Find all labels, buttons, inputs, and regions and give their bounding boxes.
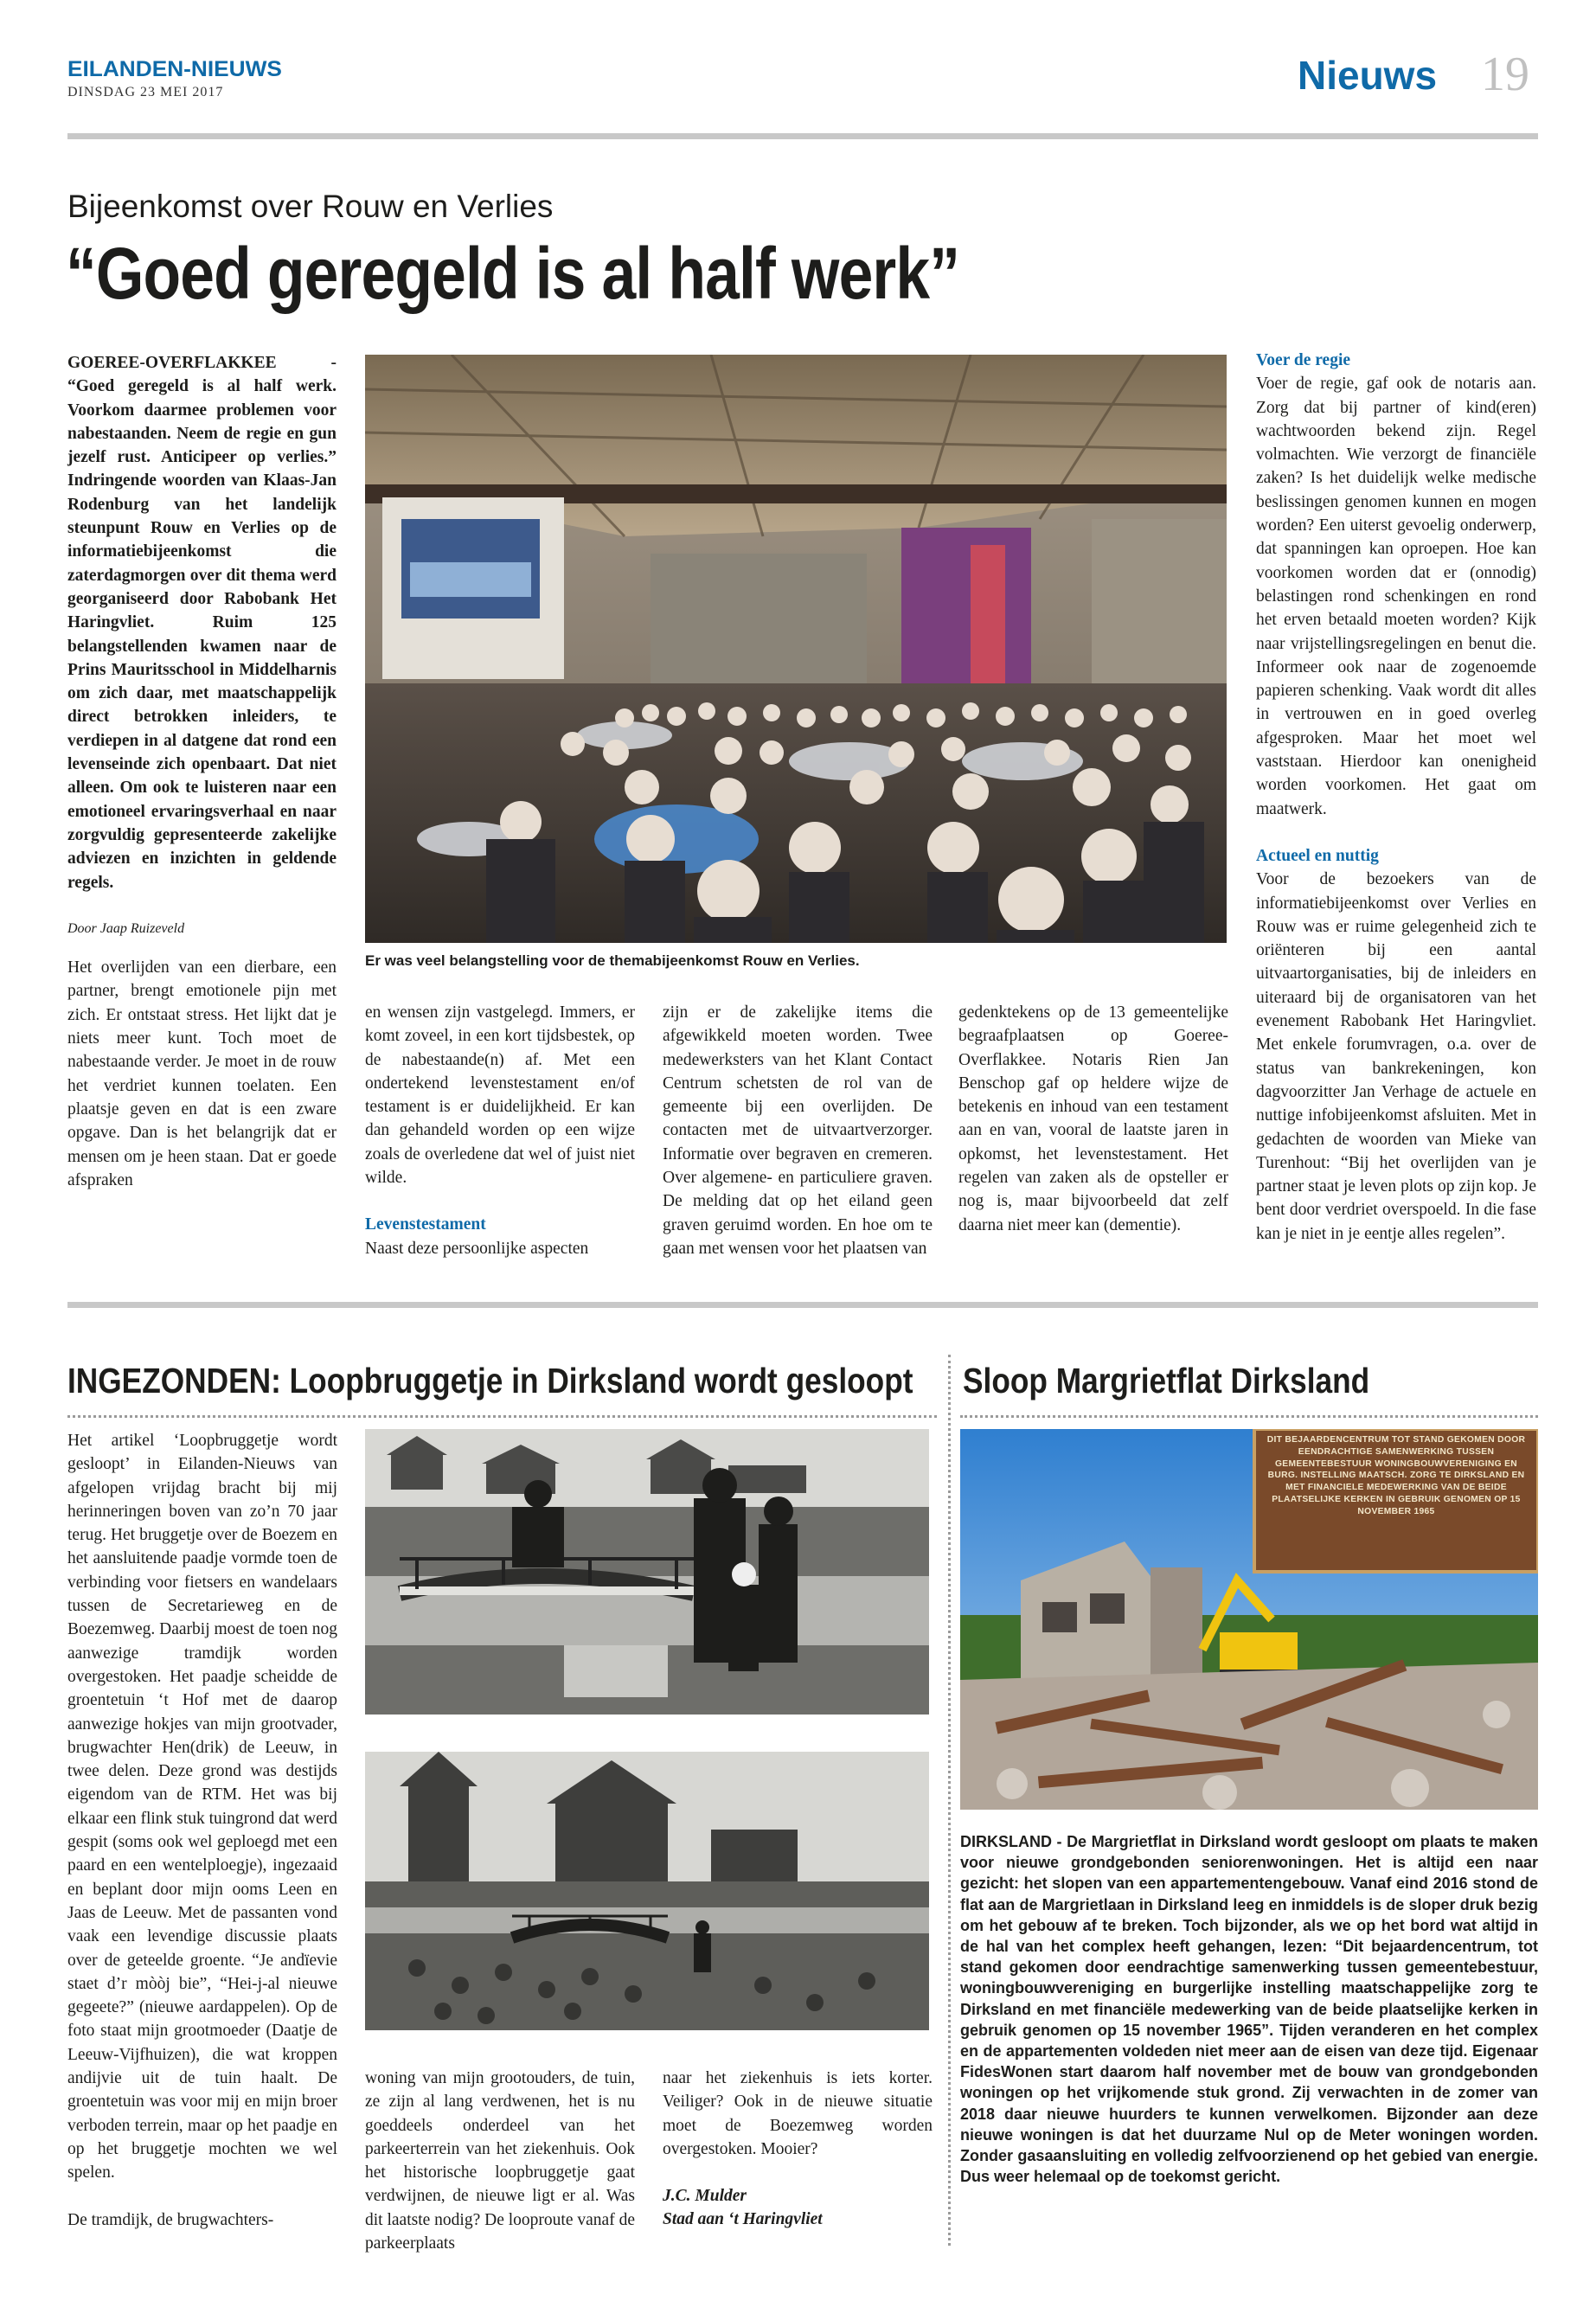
article-body-col2-text: en wensen zijn vastgelegd. Immers, er komt zoveel, in een kort tijdsbestek, op de nabestaande(n) af. Met een ondertekend levenstestament en/of testament is er duidelijkheid. Er kan dan gehandeld worden op een wijze zoals de overledene dat wel of juist niet wilde.	[365, 1003, 635, 1188]
historic-photo-bridge-illustration	[365, 1429, 929, 1715]
article-body-col3: zijn er de zakelijke items die afgewikkeld moeten worden. Twee medewerksters van het Klant Contact Centrum schetsten de rol van de gemeente bij een overlijden. De contacten met de uitvaartverzorger. Informatie over begraven en cremeren. Over algemene- en particuliere graven. De melding dat op het eiland geen graven geruimd worden. En hoe om te gaan met wensen voor het plaatsen van	[663, 1003, 933, 1258]
historic-photo-garden-illustration	[365, 1752, 929, 2030]
ingezonden-col3-text: naar het ziekenhuis is iets korter. Veiliger? Ook in de nieuwe situatie moet de Boezemweg worden overgestoken. Mooier?	[663, 2069, 933, 2158]
ingezonden-underline	[67, 1415, 937, 1418]
historic-photo-bridge	[365, 1429, 929, 1715]
section-title: Nieuws	[1298, 53, 1438, 98]
article-body-col5	[1256, 349, 1536, 1246]
historic-photo-garden	[365, 1752, 929, 2030]
ingezonden-col1-text2: De tramdijk, de brugwachters-	[67, 2210, 274, 2229]
article-byline: Door Jaap Ruizeveld	[67, 920, 185, 936]
ingezonden-col1	[67, 1429, 337, 2232]
demolition-photo-illustration	[960, 1429, 1538, 1810]
ingezonden-col2: woning van mijn grootouders, de tuin, ze zijn al lang verdwenen, het is nu goeddeels onderdeel van het parkeerterrein van het ziekenhuis. Ook het historische loopbruggetje gaat verdwijnen, de nieuwe ligt er al. Was dit laatste nodig? De looproute vanaf de parkeerplaats	[365, 2069, 635, 2253]
subheading-levenstestament: Levenstestament	[365, 1215, 486, 1234]
sloop-body: DIRKSLAND - De Margrietflat in Dirksland wordt gesloopt om plaats te maken voor nieuwe grondgebonden seniorenwoningen. Het is altijd een naar gezicht: het slopen van een appartementengebouw. Vanaf eind 2016 stond de flat aan de Margrietlaan in Dirksland leeg en inmiddels is de sloper druk bezig om het gebouw af te breken. Toch bijzonder, als we op het bord wat altijd in de hal van het complex heeft gehangen, lezen: “Dit bejaardencentrum, tot stand gekomen door eendrachtige samenwerking tussen gemeentebestuur, woningbouwvereniging en burgerlijke instelling maatschappelijke zorg te Dirksland en met financiële medewerking van de beide plaatselijke kerken in gebruik genomen op 15 november 1965”. Tijden veranderen en het complex en de appartementen voldeden niet meer aan de eisen van deze tijd. Eigenaar FidesWonen start daarom half november met de bouw van grondgebonden woningen op het vrijkomende stuk grond. Zij verwachten in de zomer van 2018 daar nieuwe huurders te kunnen verwelkomen. Bijzonder aan deze nieuwe woningen is dat het duurzame Nul op de Meter woningen worden. Zonder gasaansluiting en volledig zelfvoorzienend op het gebied van energie. Dus weer helemaal op de toekomst gericht.	[960, 1833, 1538, 2186]
demolition-photo	[960, 1429, 1538, 1810]
mid-rule	[67, 1302, 1538, 1308]
article-headline: “Goed geregeld is al half werk”	[66, 233, 960, 314]
article-body-col2-text2: Naast deze persoonlijke aspecten	[365, 1239, 589, 1258]
brand-logo: EILANDEN-NIEUWS	[67, 57, 282, 81]
article-body-col5-text2: Voor de bezoekers van de informatiebijeenkomst over Verlies en Rouw was er ruime gelegenheid zich te oriënteren bij een aantal uitvaartorganisaties, bij de inleiders en uiteraard bij de organisatoren van het evenement Rabobank Het Haringvliet. Met enkele forumvragen, o.a. over de status van bankrekeningen, kon dagvoorzitter Jan Verhage de actuele en nuttige infobijeenkomst afsluiten. Met in gedachten de woorden van Mieke van Turenhout: “Bij het overlijden van je partner staat je leven plots op zijn kop. Je bent door verdriet overspoeld. In die fase kan je niet in je eentje alles regelen”.	[1256, 870, 1536, 1243]
page-number: 19	[1481, 48, 1529, 101]
sloop-underline	[960, 1415, 1538, 1418]
meeting-photo	[365, 355, 1227, 943]
article-lead: GOEREE-OVERFLAKKEE - “Goed geregeld is al half werk. Voorkom daarmee problemen voor nabestaanden. Neem de regie en gun jezelf rust. Anticipeer op verlies.” Indringende woorden van Klaas-Jan Rodenburg van het landelijk steunpunt Rouw en Verlies op de informatiebijeenkomst die zaterdagmorgen over dit thema werd georganiseerd door Rabobank Het Haringvliet. Ruim 125 belangstellenden kwamen naar de Prins Mauritsschool in Middelharnis om zich daar, met maatschappelijk direct betrokken inleiders, te verdiepen in al datgene dat rond een levenseinde zich openbaart. Dat niet alleen. Om ook te luisteren naar een emotioneel ervaringsverhaal en naar zorgvuldig gepresenteerde zakelijke adviezen en inzichten in geldende regels.	[67, 354, 337, 892]
signature-place: Stad aan ‘t Haringvliet	[663, 2210, 823, 2229]
subheading-voer-de-regie: Voer de regie	[1256, 351, 1351, 369]
top-rule	[67, 133, 1538, 139]
subheading-actueel-en-nuttig: Actueel en nuttig	[1256, 846, 1379, 865]
ingezonden-col3	[663, 2067, 933, 2232]
sloop-headline: Sloop Margrietflat Dirksland	[963, 1361, 1370, 1400]
article-body-col1: Het overlijden van een dierbare, een partner, brengt emotionele pijn met zich. Er ontstaat stress. Het lijkt dat je niets meer kunt. Toch moet de nabestaande verder. Je moet in de rouw het verdriet kunnen toelaten. Een plaatsje geven en dat is een zware opgave. Dan is het belangrijk dat er mensen om je heen staan. Dat er goede afspraken	[67, 958, 337, 1189]
photo-caption: Er was veel belangstelling voor de themabijeenkomst Rouw en Verlies.	[365, 952, 860, 969]
ingezonden-col1-text: Het artikel ‘Loopbruggetje wordt gesloopt’ in Eilanden-Nieuws van afgelopen vrijdag bracht bij mij herinneringen boven van zo’n 70 jaar terug. Het bruggetje over de Boezem en het aansluitende paadje vormde toen de verbinding voor fietsers en wandelaars tussen de Secretarieweg en de Boezemweg. Daarbij moest de toen nog aanwezige tramdijk worden overgestoken. Het paadje scheidde de groentetuin ‘t Hof met de daarop aanwezige hokjes van mijn grootvader, brugwachter Hen(drik) de Leeuw, in twee delen. Deze grond was destijds eigendom van de RTM. Het was bij elkaar een flink stuk tuingrond dat werd gespit (soms ook wel geploegd met een paard en een wentelploegje), ingezaaid en beplant door mijn ooms Leen en Jaas de Leeuw. Met de passanten vond vaak een levendige discussie plaats over de geteelde groente. “Je andïevie staet d’r mòòj bie”, “Hei-j-al nieuwe gegeete?” (nieuwe aardappelen). Op de foto staat mijn grootmoeder (Daatje de Leeuw-Vijfhuizen), die wat kroppen andijvie uit de tuin haalt. De groentetuin was voor mij en mijn broer verboden terrein, maar op het paadje en op het bruggetje mochten we wel spelen.	[67, 1432, 337, 2182]
article-body-col4: gedenktekens op de 13 gemeentelijke begraafplaatsen op Goeree-Overflakkee. Notaris Rien Jan Benschop gaf op heldere wijze de betekenis en inhoud van een testament aan en van, vooral de laatste jaren in opkomst, het levenstestament. Het regelen van zaken als de opsteller er nog is, maar bijvoorbeeld dat zelf daarna niet meer kan (dementie).	[958, 1003, 1228, 1234]
issue-date: DINSDAG 23 MEI 2017	[67, 85, 224, 99]
commemorative-sign-text: DIT BEJAARDENCENTRUM TOT STAND GEKOMEN DOOR EENDRACHTIGE SAMENWERKING TUSSEN GEMEENTEBESTUUR WONINGBOUWVERENIGING EN BURG. INSTELLING MAATSCH. ZORG TE DIRKSLAND EN MET FINANCIELE MEDEWERKING VAN DE BEIDE PLAATSELIJKE KERKEN IN GEBRUIK GENOMEN OP 15 NOVEMBER 1965	[1266, 1435, 1526, 1516]
meeting-photo-illustration	[365, 355, 1227, 943]
ingezonden-headline: INGEZONDEN: Loopbruggetje in Dirksland wordt gesloopt	[67, 1361, 913, 1400]
article-lead-column	[67, 351, 337, 1192]
signature-name: J.C. Mulder	[663, 2187, 747, 2206]
article-body-col2	[365, 1001, 635, 1260]
article-kicker: Bijeenkomst over Rouw en Verlies	[67, 189, 554, 224]
column-separator	[948, 1355, 951, 2246]
article-body-col5-text1: Voer de regie, gaf ook de notaris aan. Zorg dat bij partner of kind(eren) wachtwoorden bekend zijn. Regel volmachten. Wie verzorgt de financiële zaken? Is het duidelijk welke medische beslissingen genomen kunnen en mogen worden? Een uiterst gevoelig onderwerp, dat spanningen kan oproepen. Hoe kan voorkomen worden dat er (onnodig) belastingen rond schenkingen en rond het erven betaald moeten worden? Kijk naar vrijstellingsregelingen en benut die. Informeer ook naar de zogenoemde papieren schenking. Vaak wordt dit alles in vertrouwen en in goed overleg afgesproken. Maar het moet wel vaststaan. Hierdoor kan onenigheid worden voorkomen. Het gaat om maatwerk.	[1256, 375, 1536, 818]
